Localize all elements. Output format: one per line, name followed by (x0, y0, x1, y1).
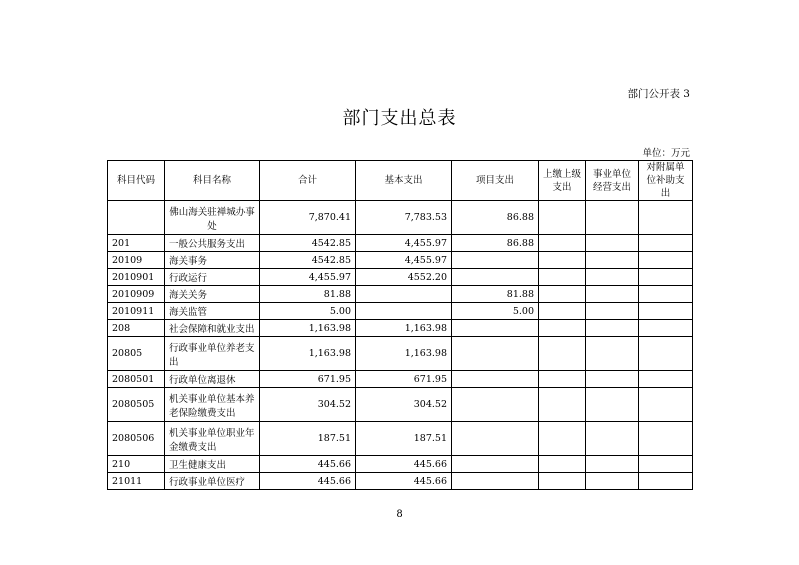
upper-cell (539, 388, 586, 422)
table-row (108, 269, 693, 286)
business-cell (586, 303, 639, 320)
header-cell: 科目代码 (108, 161, 165, 201)
table-row (108, 388, 693, 422)
subsidy-cell (639, 286, 693, 303)
table-row (108, 456, 693, 473)
upper-cell (539, 422, 586, 456)
basic-cell: 1,163.98 (356, 337, 452, 371)
subsidy-cell (639, 473, 693, 490)
upper-cell (539, 303, 586, 320)
code-cell: 208 (108, 320, 165, 337)
upper-cell (539, 371, 586, 388)
table-row (108, 422, 693, 456)
project-cell: 86.88 (452, 201, 539, 235)
name-cell: 行政运行 (165, 269, 260, 286)
header-cell: 对附属单位补助支出 (639, 161, 693, 201)
project-cell (452, 252, 539, 269)
table-row (108, 320, 693, 337)
subsidy-cell (639, 422, 693, 456)
total-cell: 7,870.41 (260, 201, 356, 235)
code-cell: 2010901 (108, 269, 165, 286)
basic-cell (356, 286, 452, 303)
table-row (108, 303, 693, 320)
name-cell: 海关事务 (165, 252, 260, 269)
code-cell: 2080505 (108, 388, 165, 422)
basic-cell: 7,783.53 (356, 201, 452, 235)
header-cell: 事业单位经营支出 (586, 161, 639, 201)
table-row (108, 235, 693, 252)
total-cell: 4542.85 (260, 235, 356, 252)
upper-cell (539, 337, 586, 371)
business-cell (586, 286, 639, 303)
subsidy-cell (639, 371, 693, 388)
total-cell: 1,163.98 (260, 337, 356, 371)
name-cell: 行政事业单位养老支出 (165, 337, 260, 371)
basic-cell: 4,455.97 (356, 235, 452, 252)
name-cell: 社会保障和就业支出 (165, 320, 260, 337)
total-cell: 81.88 (260, 286, 356, 303)
project-cell (452, 388, 539, 422)
basic-cell: 445.66 (356, 456, 452, 473)
subsidy-cell (639, 252, 693, 269)
code-cell: 2010911 (108, 303, 165, 320)
total-cell: 4,455.97 (260, 269, 356, 286)
business-cell (586, 473, 639, 490)
name-cell: 佛山海关驻禅城办事处 (165, 201, 260, 235)
business-cell (586, 388, 639, 422)
unit-label: 单位：万元 (642, 148, 690, 159)
code-cell: 210 (108, 456, 165, 473)
header-cell: 合计 (260, 161, 356, 201)
name-cell: 行政单位离退休 (165, 371, 260, 388)
basic-cell: 4552.20 (356, 269, 452, 286)
total-cell: 304.52 (260, 388, 356, 422)
document-label: 部门公开表 3 (627, 88, 690, 100)
name-cell: 行政事业单位医疗 (165, 473, 260, 490)
page-number: 8 (396, 509, 403, 520)
table-row (108, 473, 693, 490)
upper-cell (539, 235, 586, 252)
project-cell (452, 371, 539, 388)
subsidy-cell (639, 337, 693, 371)
total-cell: 671.95 (260, 371, 356, 388)
project-cell (452, 473, 539, 490)
table-row (108, 252, 693, 269)
business-cell (586, 269, 639, 286)
code-cell: 20805 (108, 337, 165, 371)
header-cell: 项目支出 (452, 161, 539, 201)
header-cell: 上缴上级支出 (539, 161, 586, 201)
basic-cell: 1,163.98 (356, 320, 452, 337)
business-cell (586, 252, 639, 269)
code-cell: 2080501 (108, 371, 165, 388)
business-cell (586, 422, 639, 456)
business-cell (586, 456, 639, 473)
upper-cell (539, 286, 586, 303)
table-row (108, 371, 693, 388)
code-cell: 2010909 (108, 286, 165, 303)
basic-cell: 304.52 (356, 388, 452, 422)
name-cell: 机关事业单位基本养老保险缴费支出 (165, 388, 260, 422)
header-cell: 科目名称 (165, 161, 260, 201)
page-title: 部门支出总表 (342, 108, 457, 129)
total-cell: 187.51 (260, 422, 356, 456)
name-cell: 海关监管 (165, 303, 260, 320)
subsidy-cell (639, 269, 693, 286)
code-cell: 2080506 (108, 422, 165, 456)
code-cell: 21011 (108, 473, 165, 490)
total-cell: 4542.85 (260, 252, 356, 269)
upper-cell (539, 456, 586, 473)
project-cell: 5.00 (452, 303, 539, 320)
total-cell: 1,163.98 (260, 320, 356, 337)
project-cell (452, 337, 539, 371)
business-cell (586, 201, 639, 235)
upper-cell (539, 320, 586, 337)
name-cell: 卫生健康支出 (165, 456, 260, 473)
total-cell: 445.66 (260, 456, 356, 473)
basic-cell (356, 303, 452, 320)
project-cell: 81.88 (452, 286, 539, 303)
upper-cell (539, 473, 586, 490)
upper-cell (539, 201, 586, 235)
name-cell: 一般公共服务支出 (165, 235, 260, 252)
basic-cell: 671.95 (356, 371, 452, 388)
project-cell (452, 320, 539, 337)
table-header-row (108, 161, 693, 201)
project-cell (452, 456, 539, 473)
subsidy-cell (639, 388, 693, 422)
business-cell (586, 235, 639, 252)
subsidy-cell (639, 235, 693, 252)
subsidy-cell (639, 456, 693, 473)
table-row (108, 286, 693, 303)
basic-cell: 187.51 (356, 422, 452, 456)
upper-cell (539, 252, 586, 269)
total-cell: 445.66 (260, 473, 356, 490)
header-cell: 基本支出 (356, 161, 452, 201)
subsidy-cell (639, 320, 693, 337)
basic-cell: 445.66 (356, 473, 452, 490)
table-row (108, 337, 693, 371)
business-cell (586, 371, 639, 388)
total-cell: 5.00 (260, 303, 356, 320)
table-row (108, 201, 693, 235)
basic-cell: 4,455.97 (356, 252, 452, 269)
business-cell (586, 337, 639, 371)
code-cell: 20109 (108, 252, 165, 269)
project-cell (452, 422, 539, 456)
project-cell (452, 269, 539, 286)
name-cell: 机关事业单位职业年金缴费支出 (165, 422, 260, 456)
name-cell: 海关关务 (165, 286, 260, 303)
subsidy-cell (639, 303, 693, 320)
expenditure-table (107, 160, 693, 490)
code-cell: 201 (108, 235, 165, 252)
code-cell (108, 201, 165, 235)
business-cell (586, 320, 639, 337)
project-cell: 86.88 (452, 235, 539, 252)
subsidy-cell (639, 201, 693, 235)
upper-cell (539, 269, 586, 286)
